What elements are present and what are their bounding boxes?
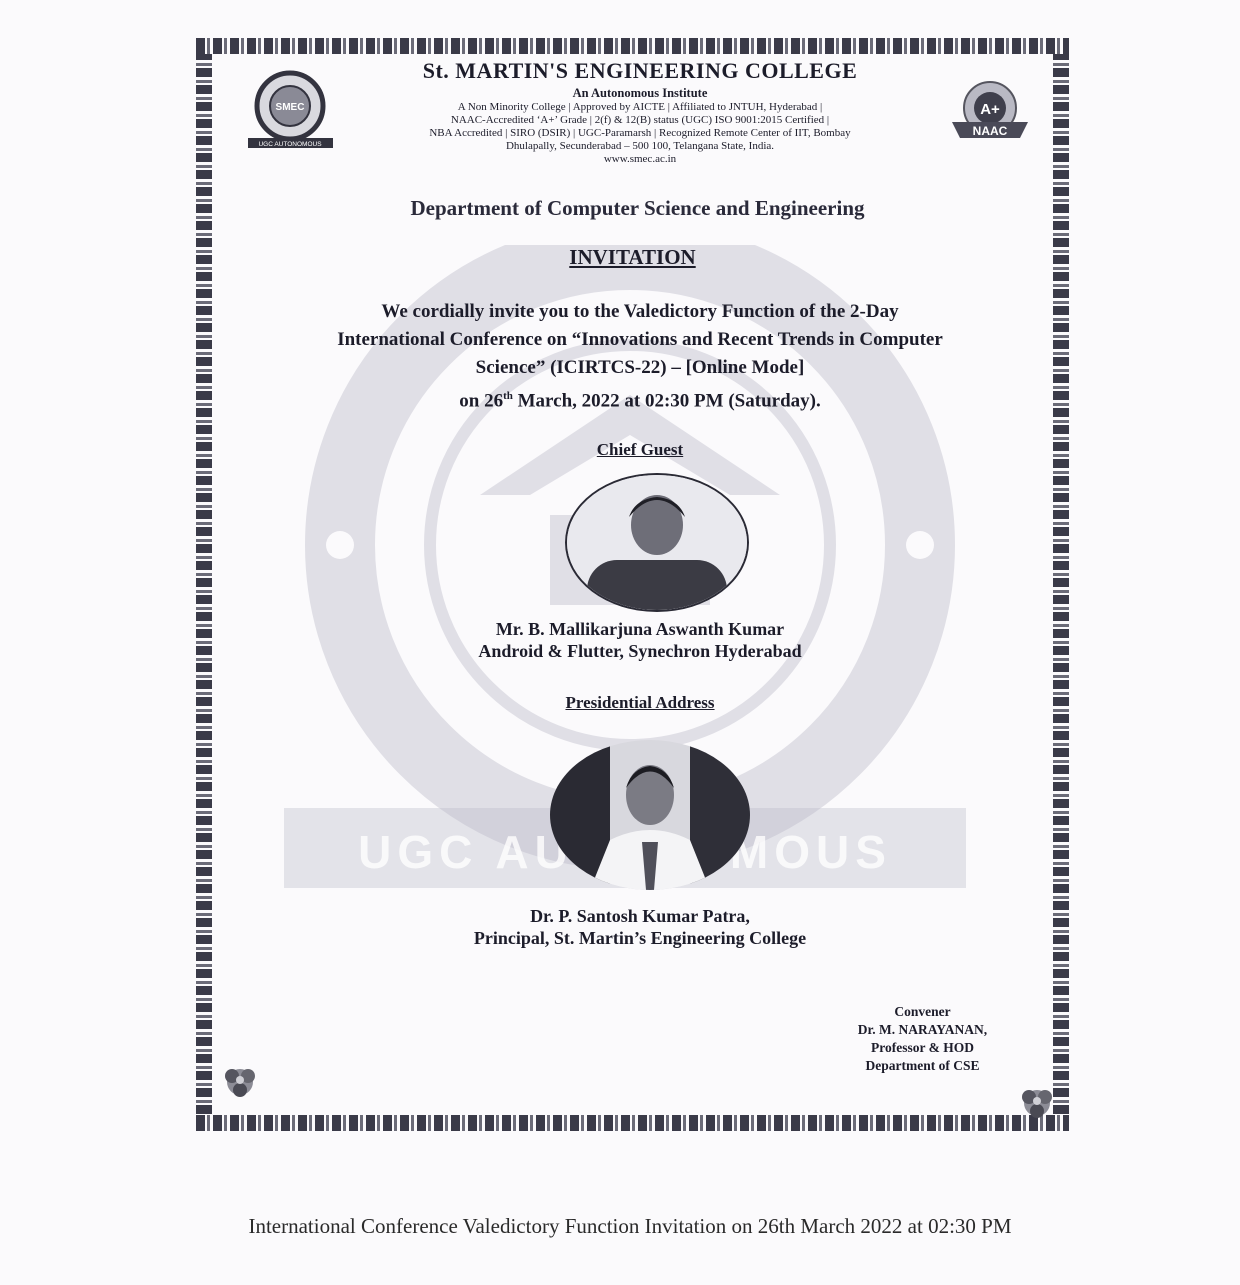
- convener-name: Dr. M. NARAYANAN,: [857, 1022, 988, 1037]
- page-caption: International Conference Valedictory Function Invitation on 26th March 2022 at 02:30 PM: [248, 1214, 1012, 1238]
- college-logo-band-text: UGC AUTONOMOUS: [258, 141, 322, 148]
- college-address: Dhulapally, Secunderabad – 500 100, Telangana State, India.: [505, 140, 775, 152]
- chief-guest-heading: Chief Guest: [596, 440, 684, 459]
- principal-role: Principal, St. Martin’s Engineering College: [473, 928, 807, 948]
- principal-photo: [550, 740, 750, 890]
- invitation-body: [240, 298, 1040, 382]
- naac-logo: [950, 80, 1030, 150]
- convener-block: [820, 1003, 1025, 1075]
- accreditation-line: A Non Minority College | Approved by AICTE | Affiliated to JNTUH, Hyderabad |: [457, 101, 823, 113]
- college-header: [330, 58, 950, 166]
- principal-name: Dr. P. Santosh Kumar Patra,: [530, 906, 750, 926]
- chief-guest-name: Mr. B. Mallikarjuna Aswanth Kumar: [495, 619, 785, 639]
- naac-grade: A+: [980, 101, 1000, 118]
- person-silhouette-icon: [567, 475, 747, 610]
- invitation-line: International Conference on “Innovations and Recent Trends in Computer: [337, 329, 943, 350]
- college-website: www.smec.ac.in: [603, 153, 677, 165]
- accreditation-line: NBA Accredited | SIRO (DSIR) | UGC-Paramarsh | Recognized Remote Center of IIT, Bombay: [429, 127, 851, 139]
- convener-designation: Professor & HOD: [871, 1040, 974, 1055]
- college-name: St. MARTIN'S ENGINEERING COLLEGE: [422, 58, 858, 83]
- presidential-heading: Presidential Address: [565, 693, 715, 712]
- college-subtitle: An Autonomous Institute: [572, 86, 708, 100]
- accreditation-line: NAAC-Accredited ‘A+’ Grade | 2(f) & 12(B) status (UGC) ISO 9001:2015 Certified |: [450, 114, 830, 126]
- convener-label: Convener: [894, 1004, 951, 1019]
- invitation-line: We cordially invite you to the Valedictory Function of the 2-Day: [381, 301, 899, 322]
- principal-details: [340, 905, 940, 949]
- flower-ornament-icon: [1015, 1083, 1059, 1123]
- person-silhouette-icon: [550, 740, 750, 890]
- invitation-heading: INVITATION: [569, 245, 696, 269]
- event-date: [240, 390, 1040, 412]
- college-logo-text: SMEC: [275, 102, 305, 113]
- convener-department: Department of CSE: [865, 1058, 980, 1073]
- flower-ornament-icon: [218, 1062, 262, 1102]
- college-logo: [243, 70, 338, 150]
- chief-guest-photo: [565, 473, 749, 612]
- chief-guest-role: Android & Flutter, Synechron Hyderabad: [478, 641, 802, 661]
- event-date-ordinal: th: [503, 390, 513, 402]
- chief-guest-details: [340, 618, 940, 662]
- invitation-line: Science” (ICIRTCS-22) – [Online Mode]: [475, 357, 805, 378]
- event-date-rest: March, 2022 at 02:30 PM (Saturday).: [512, 390, 821, 412]
- department-title: Department of Computer Science and Engineering: [410, 196, 865, 220]
- naac-label: NAAC: [972, 124, 1008, 138]
- event-date-prefix: on 26: [459, 390, 504, 412]
